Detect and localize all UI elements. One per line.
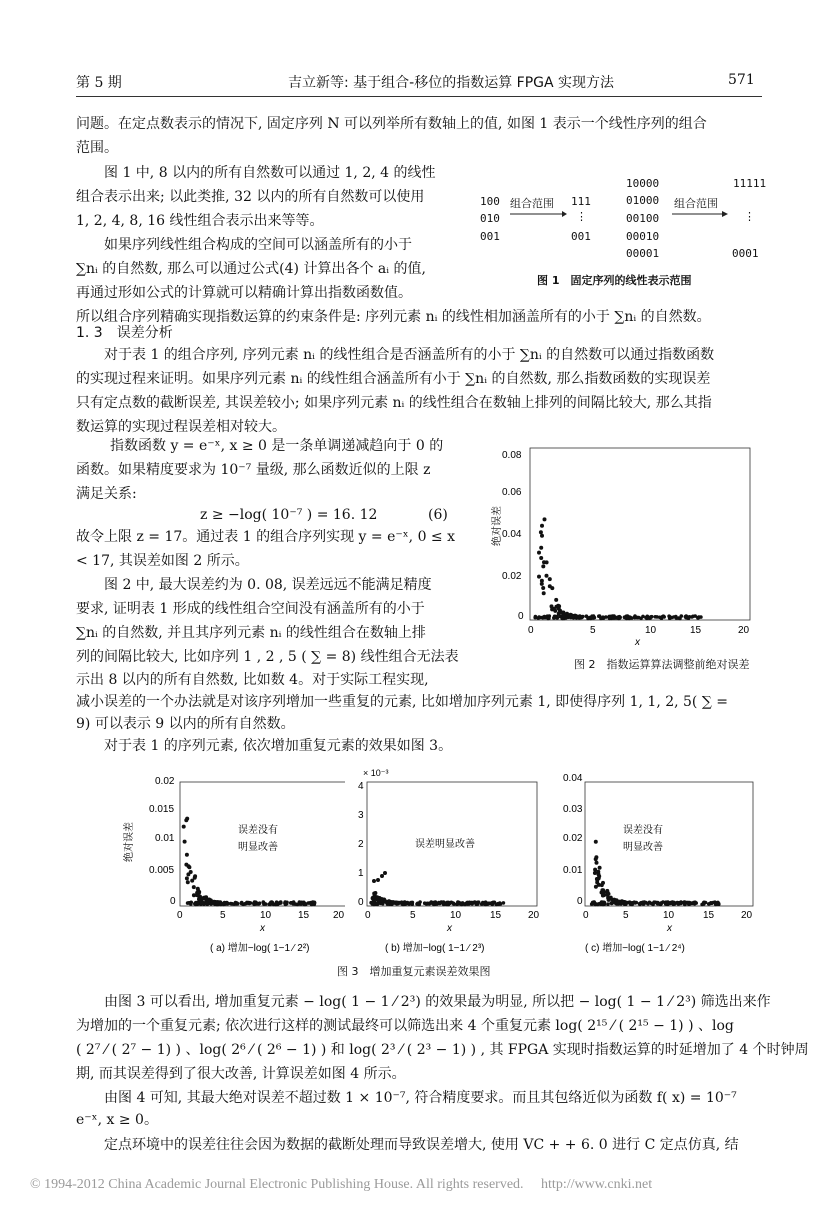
equation-6: z ≥ −log( 10⁻⁷ ) = 16. 12 — [200, 507, 378, 523]
fig3b-data-point — [375, 895, 379, 899]
fig2-data-point — [658, 616, 662, 620]
fig2-data-point — [668, 615, 672, 619]
fig1-arrow-label: 组合范围 — [510, 197, 554, 210]
fig3a-data-point — [226, 902, 230, 906]
paragraph-line: 9) 可以表示 9 以内的所有自然数。 — [76, 716, 295, 732]
fig2-data-point — [560, 617, 564, 621]
paragraph-line: 对于表 1 的组合序列, 序列元素 nᵢ 的线性组合是否涵盖所有的小于 ∑nᵢ 的自然数可以通过指数函数 — [104, 347, 715, 363]
fig2-data-point — [557, 611, 561, 615]
fig2-data-point — [645, 616, 649, 620]
fig3b-ytick: 0 — [358, 897, 364, 908]
fig2-data-point — [539, 556, 543, 560]
fig3c-data-point — [601, 881, 605, 885]
paragraph-line: 只有定点数的截断误差, 其误差较小; 如果序列元素 nᵢ 的线性组合在数轴上排列的间隔比较大, 那么其指 — [76, 395, 712, 411]
fig3a-data-point — [279, 900, 283, 904]
fig2-ylabel: 绝对误差 — [492, 506, 503, 546]
fig2-data-point — [618, 616, 622, 620]
fig1-result-value: ⋮ — [576, 210, 587, 223]
fig3c-data-point — [715, 902, 719, 906]
fig1-right-value: 00100 — [626, 212, 660, 225]
fig3a-data-point — [257, 902, 261, 906]
fig3a-data-point — [253, 900, 257, 904]
paragraph-line: ∑nᵢ 的自然数, 那么可以通过公式(4) 计算出各个 aᵢ 的值, — [76, 261, 426, 277]
fig3b-xtick: 20 — [528, 910, 540, 921]
fig3a-data-point — [307, 901, 311, 905]
fig2-data-point — [537, 575, 541, 579]
fig3a-xtick: 20 — [333, 910, 345, 921]
fig3c-data-point — [707, 902, 711, 906]
fig3b-data-point — [371, 896, 375, 900]
fig2-data-point — [637, 616, 641, 620]
fig1-caption: 图 1 固定序列的线性表示范围 — [537, 274, 692, 287]
fig3c-data-point — [593, 871, 597, 875]
fig3a-xtick: 0 — [177, 910, 183, 921]
paragraph-line: 组合表示出来; 以此类推, 32 以内的所有自然数可以使用 — [76, 189, 425, 205]
fig3b-exponent: × 10⁻³ — [363, 768, 389, 778]
fig3c-data-point — [683, 903, 687, 907]
fig2-data-point — [539, 530, 543, 534]
fig2-data-point — [630, 616, 634, 620]
fig3b-data-point — [457, 901, 461, 905]
fig3b-data-point — [428, 902, 432, 906]
fig3b-data-point — [451, 901, 455, 905]
fig3a-xtick: 5 — [220, 910, 226, 921]
fig3-caption: 图 3 增加重复元素误差效果图 — [337, 965, 491, 978]
fig2-data-point — [562, 613, 566, 617]
fig3a-data-point — [184, 863, 188, 867]
fig3c-data-point — [595, 861, 599, 865]
fig2-data-point — [542, 591, 546, 595]
fig2-caption: 图 2 指数运算算法调整前绝对误差 — [574, 658, 750, 671]
fig3c-data-point — [606, 902, 610, 906]
fig3a-data-point — [185, 817, 189, 821]
paragraph-line: 1, 2, 4, 8, 16 线性组合表示出来等等。 — [76, 213, 324, 229]
fig3c-data-point — [666, 900, 670, 904]
fig2-data-point — [574, 614, 578, 618]
fig3c-data-point — [643, 900, 647, 904]
fig3b-data-point — [391, 901, 395, 905]
fig1-right-value: 00001 — [626, 247, 660, 260]
fig2-data-point — [554, 598, 558, 602]
paragraph-line: 所以组合序列精确实现指数运算的约束条件是: 序列元素 nᵢ 的线性相加涵盖所有的小于 ∑nᵢ 的自然数。 — [76, 309, 711, 325]
copyright-footer: © 1994-2012 China Academic Journal Electronic Publishing House. All rights reserved. http://www.cnki.net — [30, 1177, 653, 1192]
fig3c-data-point — [621, 900, 625, 904]
fig2-data-point — [548, 577, 552, 581]
fig2-data-point — [534, 615, 538, 619]
fig3c-data-point — [656, 902, 660, 906]
fig2-data-point — [545, 574, 549, 578]
fig1-result-value: 0001 — [732, 247, 759, 260]
fig3a-ytick: 0 — [170, 896, 176, 907]
fig3b-xtick: 15 — [490, 910, 502, 921]
fig2-data-point — [540, 534, 544, 538]
fig3a-data-point — [275, 900, 279, 904]
fig3a-data-point — [212, 900, 216, 904]
fig3a-data-point — [235, 901, 239, 905]
fig3c-ytick: 0.04 — [563, 773, 583, 784]
fig3c-subcaption: ( c) 增加−log( 1−1 ⁄ 2⁴) — [585, 943, 685, 953]
fig3b-data-point — [372, 892, 376, 896]
fig2-ytick: 0.08 — [502, 450, 522, 461]
paragraph-line: 由图 4 可知, 其最大绝对误差不超过数 1 × 10⁻⁷, 符合精度要求。而且其包络近似为函数 f( x) = 10⁻⁷ — [104, 1090, 737, 1106]
fig3a-data-point — [207, 899, 211, 903]
fig3b-plot — [345, 768, 555, 953]
page-number: 571 — [728, 72, 755, 88]
fig2-data-point — [548, 584, 552, 588]
fig2-data-point — [541, 616, 545, 620]
paragraph-line: 问题。在定点数表示的情况下, 固定序列 N 可以列举所有数轴上的值, 如图 1 表示一个线性序列的组合 — [76, 116, 707, 132]
fig2-data-point — [633, 614, 637, 618]
fig2-data-point — [541, 564, 545, 568]
fig3a-data-point — [186, 880, 190, 884]
fig2-ytick: 0 — [518, 611, 524, 622]
paragraph-line: 对于表 1 的序列元素, 依次增加重复元素的效果如图 3。 — [104, 738, 453, 754]
fig3c-ytick: 0.01 — [563, 865, 583, 876]
fig2-data-point — [543, 517, 547, 521]
paragraph-line: e⁻ˣ, x ≥ 0。 — [76, 1112, 158, 1128]
fig2-data-point — [690, 615, 694, 619]
fig2-data-point — [550, 604, 554, 608]
fig3b-xtick: 10 — [450, 910, 462, 921]
fig3a-data-point — [248, 902, 252, 906]
fig3a-note: 误差没有 — [238, 825, 278, 836]
fig1-result-value: ⋮ — [744, 210, 755, 223]
fig3a-data-point — [182, 825, 186, 829]
fig2-data-point — [608, 617, 612, 621]
fig2-data-point — [540, 524, 544, 528]
fig3b-note: 误差明显改善 — [415, 839, 475, 850]
fig2-ytick: 0.06 — [502, 487, 522, 498]
fig3a-plot — [120, 768, 345, 953]
fig3c-data-point — [601, 894, 605, 898]
paragraph-line: 如果序列线性组合构成的空间可以涵盖所有的小于 — [104, 237, 412, 253]
fig3a-data-point — [186, 872, 190, 876]
fig3c-data-point — [601, 903, 605, 907]
fig2-data-point — [569, 613, 573, 617]
fig2-data-point — [554, 616, 558, 620]
fig3a-data-point — [185, 876, 189, 880]
fig3a-data-point — [283, 900, 287, 904]
fig3c-data-point — [617, 900, 621, 904]
fig2-ytick: 0.04 — [502, 529, 522, 540]
paragraph-line: 图 2 中, 最大误差约为 0. 08, 误差远远不能满足精度 — [104, 577, 432, 593]
fig2-xlabel: x — [635, 637, 640, 648]
fig3a-ylabel: 绝对误差 — [124, 822, 135, 862]
fig3c-data-point — [600, 888, 604, 892]
fig3b-data-point — [416, 902, 420, 906]
fig3b-data-point — [487, 902, 491, 906]
section-heading: 1. 3 误差分析 — [76, 325, 173, 341]
fig1-arrow-icon — [670, 210, 730, 218]
fig3a-data-point — [240, 902, 244, 906]
fig3c-data-point — [594, 885, 598, 889]
fig2-data-point — [625, 617, 629, 621]
fig3c-data-point — [639, 901, 643, 905]
fig3c-data-point — [693, 901, 697, 905]
fig1-arrow-label: 组合范围 — [674, 197, 718, 210]
fig1-right-value: 01000 — [626, 194, 660, 207]
fig3a-data-point — [289, 901, 293, 905]
paragraph-line: 故令上限 z = 17。通过表 1 的组合序列实现 y = e⁻ˣ, 0 ≤ x — [76, 529, 456, 545]
fig3a-note: 明显改善 — [238, 842, 278, 853]
fig3c-data-point — [652, 900, 656, 904]
fig3c-ytick: 0 — [577, 896, 583, 907]
fig3a-data-point — [269, 901, 273, 905]
fig2-data-point — [597, 614, 601, 618]
fig3c-data-point — [659, 901, 663, 905]
fig2-data-point — [697, 615, 701, 619]
fig3b-xlabel: x — [447, 923, 452, 934]
paragraph-line: < 17, 其误差如图 2 所示。 — [76, 553, 249, 569]
fig3c-ytick: 0.03 — [563, 804, 583, 815]
fig3a-subcaption: ( a) 增加−log( 1−1 ⁄ 2²) — [210, 943, 310, 953]
fig3c-data-point — [596, 903, 600, 907]
paragraph-line: 图 1 中, 8 以内的所有自然数可以通过 1, 2, 4 的线性 — [104, 165, 436, 181]
fig3b-data-point — [483, 903, 487, 907]
running-title: 吉立新等: 基于组合-移位的指数运算 FPGA 实现方法 — [288, 75, 615, 91]
fig2-data-point — [547, 616, 551, 620]
fig1-left-value: 100 — [480, 195, 500, 208]
fig2-xtick: 10 — [645, 625, 657, 636]
fig3c-xlabel: x — [667, 923, 672, 934]
fig3a-data-point — [196, 887, 200, 891]
fig3a-data-point — [193, 902, 197, 906]
fig3b-data-point — [383, 871, 387, 875]
fig3b-data-point — [445, 903, 449, 907]
paragraph-line: 范围。 — [76, 140, 118, 156]
fig3a-data-point — [216, 901, 220, 905]
fig3b-data-point — [380, 874, 384, 878]
fig3b-subcaption: ( b) 增加−log( 1−1 ⁄ 2³) — [385, 943, 485, 953]
fig3b-xtick: 5 — [410, 910, 416, 921]
fig3b-data-point — [409, 901, 413, 905]
fig2-data-point — [662, 614, 666, 618]
fig2-xtick: 5 — [590, 625, 596, 636]
fig3b-ytick: 2 — [358, 839, 364, 850]
fig3b-data-point — [438, 902, 442, 906]
paragraph-line: ∑nᵢ 的自然数, 并且其序列元素 nᵢ 的线性组合在数轴上排 — [76, 625, 426, 641]
fig3c-data-point — [686, 901, 690, 905]
fig3c-data-point — [610, 902, 614, 906]
header-rule — [76, 96, 762, 97]
fig2-xtick: 20 — [738, 625, 750, 636]
fig3c-data-point — [607, 892, 611, 896]
fig1-left-value: 010 — [480, 212, 500, 225]
fig3a-ytick: 0.02 — [155, 776, 175, 787]
fig3a-data-point — [262, 901, 266, 905]
fig1-left-value: 001 — [480, 230, 500, 243]
fig3b-data-point — [395, 901, 399, 905]
fig3a-data-point — [243, 902, 247, 906]
paragraph-line: 指数函数 y = e⁻ˣ, x ≥ 0 是一条单调递减趋向于 0 的 — [110, 438, 444, 454]
paragraph-line: 为增加的一个重复元素; 依次进行这样的测试最终可以筛选出来 4 个重复元素 log( 2¹⁵ ⁄ ( 2¹⁵ − 1) ) 、log — [76, 1018, 734, 1034]
equation-number: (6) — [428, 507, 448, 523]
fig3c-note: 误差没有 — [623, 825, 663, 836]
fig3b-data-point — [477, 900, 481, 904]
fig3c-note: 明显改善 — [623, 842, 663, 853]
fig3a-data-point — [185, 853, 189, 857]
paragraph-line: 的实现过程来证明。如果序列元素 nᵢ 的线性组合涵盖所有小于 ∑nᵢ 的自然数, 那么指数函数的实现误差 — [76, 371, 711, 387]
fig2-data-point — [556, 604, 560, 608]
fig3c-data-point — [591, 901, 595, 905]
fig3a-data-point — [195, 893, 199, 897]
fig3b-ytick: 3 — [358, 810, 364, 821]
fig3b-data-point — [387, 900, 391, 904]
fig3a-data-point — [183, 840, 187, 844]
fig3b-data-point — [372, 903, 376, 907]
fig2-data-point — [553, 609, 557, 613]
fig3a-data-point — [313, 901, 317, 905]
paragraph-line: 要求, 证明表 1 形成的线性组合空间没有涵盖所有的小于 — [76, 601, 425, 617]
paragraph-line: 满足关系: — [76, 486, 137, 502]
fig2-data-point — [565, 612, 569, 616]
paragraph-line: 由图 3 可以看出, 增加重复元素 − log( 1 − 1 ⁄ 2³) 的效果最为明显, 所以把 − log( 1 − 1 ⁄ 2³) 筛选出来作 — [104, 994, 771, 1010]
fig3b-data-point — [376, 878, 380, 882]
fig2-data-point — [542, 560, 546, 564]
fig2-data-point — [612, 616, 616, 620]
fig2-data-point — [678, 617, 682, 621]
fig3c-xtick: 15 — [703, 910, 715, 921]
fig3a-xtick: 15 — [298, 910, 310, 921]
fig2-data-point — [615, 616, 619, 620]
fig2-xtick: 15 — [690, 625, 702, 636]
fig3c-data-point — [670, 901, 674, 905]
fig3b-data-point — [403, 900, 407, 904]
fig3b-ytick: 1 — [358, 868, 364, 879]
fig3a-xlabel: x — [260, 923, 265, 934]
paragraph-line: 期, 而其误差得到了很大改善, 计算误差如图 4 所示。 — [76, 1066, 406, 1082]
fig2-data-point — [540, 582, 544, 586]
fig3c-data-point — [594, 840, 598, 844]
fig3b-ytick: 4 — [358, 781, 364, 792]
fig3b-xtick: 0 — [365, 910, 371, 921]
fig3c-data-point — [598, 866, 602, 870]
fig3c-data-point — [607, 898, 611, 902]
fig3b-data-point — [372, 879, 376, 883]
fig3a-data-point — [299, 902, 303, 906]
fig2-plot — [490, 442, 760, 652]
fig2-data-point — [685, 616, 689, 620]
fig2-data-point — [672, 615, 676, 619]
fig3c-data-point — [679, 900, 683, 904]
paragraph-line: 减小误差的一个办法就是对该序列增加一些重复的元素, 比如增加序列元素 1, 即使得序列 1, 1, 2, 5( ∑ = — [76, 694, 729, 710]
paragraph-line: 数运算的实现过程误差相对较大。 — [76, 419, 286, 435]
paragraph-line: ( 2⁷ ⁄ ( 2⁷ − 1) ) 、log( 2⁶ ⁄ ( 2⁶ − 1) ) 和 log( 2³ ⁄ ( 2³ − 1) ) , 其 FPGA 实现时指数运算的时延增加了 4 个时钟周 — [76, 1042, 809, 1058]
fig3c-data-point — [597, 872, 601, 876]
fig2-data-point — [539, 546, 543, 550]
paragraph-line: 列的间隔比较大, 比如序列 1 , 2 , 5 ( ∑ = 8) 线性组合无法表 — [76, 649, 459, 665]
fig3c-plot — [555, 768, 770, 953]
fig2-ytick: 0.02 — [502, 571, 522, 582]
fig2-data-point — [541, 586, 545, 590]
fig1-arrow-icon — [508, 210, 568, 218]
fig3b-data-point — [468, 901, 472, 905]
fig3c-ytick: 0.02 — [563, 833, 583, 844]
paragraph-line: 再通过形如公式的计算就可以精确计算出指数函数值。 — [76, 285, 412, 301]
fig3a-data-point — [186, 901, 190, 905]
fig1-result-value: 001 — [571, 230, 591, 243]
fig3c-data-point — [594, 857, 598, 861]
paragraph-line: 定点环境中的误差往往会因为数据的截断处理而导致误差增大, 使用 VC + + 6. 0 进行 C 定点仿真, 结 — [104, 1137, 739, 1153]
fig1-right-value: 00010 — [626, 230, 660, 243]
fig3a-data-point — [193, 876, 197, 880]
fig3c-data-point — [702, 901, 706, 905]
fig1-right-value: 10000 — [626, 177, 660, 190]
fig3b-data-point — [434, 902, 438, 906]
paragraph-line: 函数。如果精度要求为 10⁻⁷ 量级, 那么函数近似的上限 z — [76, 462, 431, 478]
fig3a-ytick: 0.015 — [149, 804, 175, 815]
fig3a-xtick: 10 — [260, 910, 272, 921]
fig1-result-value: 111 — [571, 195, 591, 208]
fig3c-xtick: 20 — [741, 910, 753, 921]
fig3a-data-point — [192, 885, 196, 889]
fig2-data-point — [592, 614, 596, 618]
fig1-result-value: 11111 — [733, 177, 767, 190]
fig3a-ytick: 0.01 — [155, 833, 175, 844]
fig3a-ytick: 0.005 — [149, 865, 175, 876]
paragraph-line: 示出 8 以内的所有自然数, 比如数 4。对于实际工程实现, — [76, 672, 429, 688]
fig3c-xtick: 10 — [663, 910, 675, 921]
fig3a-data-point — [187, 865, 191, 869]
fig3c-xtick: 0 — [583, 910, 589, 921]
fig3c-xtick: 5 — [623, 910, 629, 921]
fig2-data-point — [537, 551, 541, 555]
fig2-xtick: 0 — [528, 625, 534, 636]
fig3c-data-point — [595, 877, 599, 881]
fig2-data-point — [648, 616, 652, 620]
issue-number: 第 5 期 — [76, 75, 122, 91]
fig3b-data-point — [496, 902, 500, 906]
